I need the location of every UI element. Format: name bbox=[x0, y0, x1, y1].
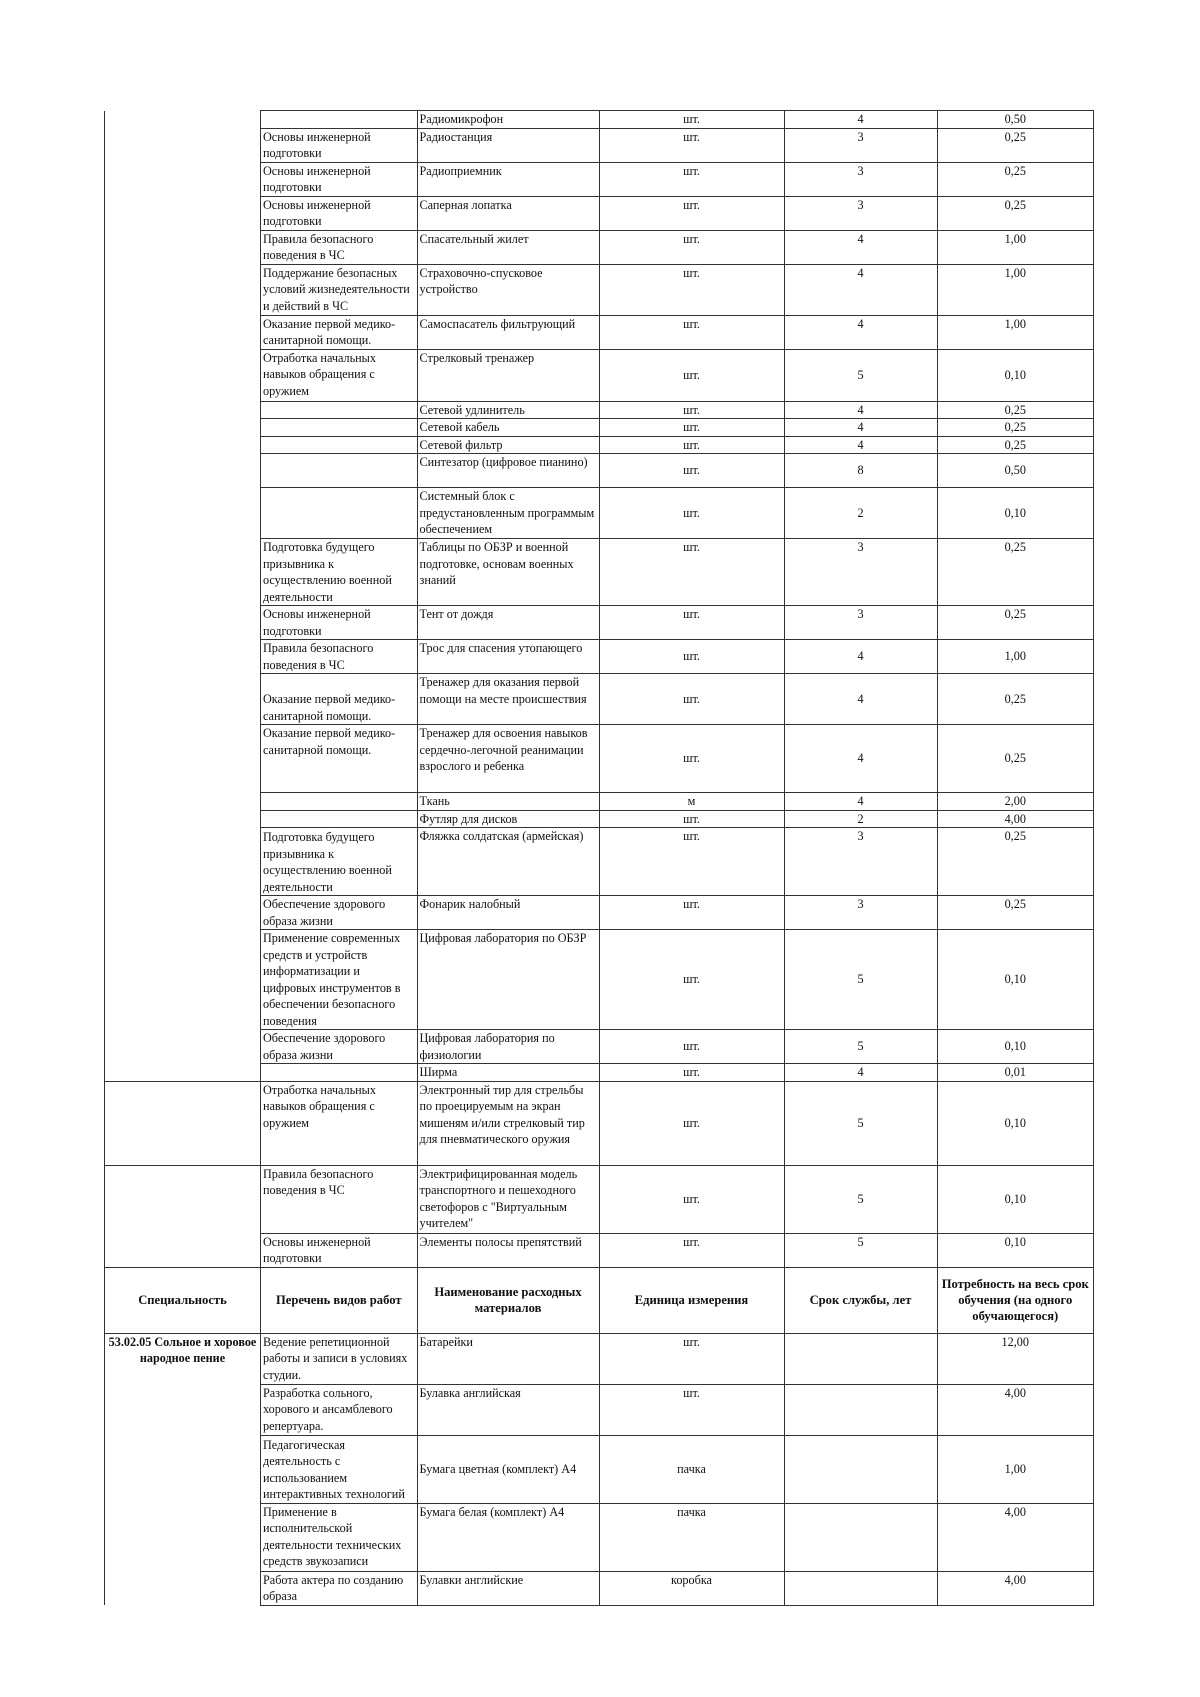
item-cell: Булавки английские bbox=[417, 1571, 599, 1605]
item-cell: Сетевой фильтр bbox=[417, 436, 599, 454]
specialty-cell bbox=[105, 264, 261, 315]
table-row bbox=[105, 128, 1094, 162]
service-life-cell bbox=[784, 1384, 937, 1435]
unit-cell: шт. bbox=[599, 1081, 784, 1165]
table-row bbox=[105, 1064, 1094, 1082]
work-cell bbox=[261, 454, 418, 488]
need-cell: 0,25 bbox=[937, 196, 1094, 230]
header-specialty: Специальность bbox=[105, 1267, 261, 1333]
unit-cell: шт. bbox=[599, 1233, 784, 1267]
item-cell: Стрелковый тренажер bbox=[417, 349, 599, 401]
unit-cell: шт. bbox=[599, 230, 784, 264]
specialty-cell: 53.02.05 Сольное и хоровое народное пение bbox=[105, 1333, 261, 1384]
specialty-cell bbox=[105, 1064, 261, 1082]
specialty-cell bbox=[105, 828, 261, 896]
need-cell: 0,10 bbox=[937, 1081, 1094, 1165]
unit-cell: шт. bbox=[599, 454, 784, 488]
need-cell: 0,25 bbox=[937, 828, 1094, 896]
item-cell: Элементы полосы препятствий bbox=[417, 1233, 599, 1267]
unit-cell: шт. bbox=[599, 264, 784, 315]
item-cell: Спасательный жилет bbox=[417, 230, 599, 264]
work-cell: Отработка начальных навыков обращения с оружием bbox=[261, 349, 418, 401]
specialty-cell bbox=[105, 1435, 261, 1503]
item-cell: Батарейки bbox=[417, 1333, 599, 1384]
service-life-cell: 5 bbox=[784, 930, 937, 1030]
item-cell: Трос для спасения утопающего bbox=[417, 640, 599, 674]
work-cell: Применение в исполнительской деятельности технических средств звукозаписи bbox=[261, 1503, 418, 1571]
unit-cell: шт. bbox=[599, 640, 784, 674]
service-life-cell: 5 bbox=[784, 349, 937, 401]
need-cell: 0,25 bbox=[937, 162, 1094, 196]
work-cell: Основы инженерной подготовки bbox=[261, 128, 418, 162]
work-cell bbox=[261, 401, 418, 419]
need-cell: 1,00 bbox=[937, 640, 1094, 674]
service-life-cell: 5 bbox=[784, 1233, 937, 1267]
service-life-cell bbox=[784, 1503, 937, 1571]
service-life-cell: 8 bbox=[784, 454, 937, 488]
need-cell: 1,00 bbox=[937, 230, 1094, 264]
work-cell: Правила безопасного поведения в ЧС bbox=[261, 230, 418, 264]
unit-cell: коробка bbox=[599, 1571, 784, 1605]
item-cell: Футляр для дисков bbox=[417, 810, 599, 828]
service-life-cell: 4 bbox=[784, 315, 937, 349]
item-cell: Фонарик налобный bbox=[417, 896, 599, 930]
table-row bbox=[105, 436, 1094, 454]
need-cell: 1,00 bbox=[937, 1435, 1094, 1503]
table-row bbox=[105, 640, 1094, 674]
item-cell: Бумага белая (комплект) А4 bbox=[417, 1503, 599, 1571]
specialty-cell bbox=[105, 315, 261, 349]
unit-cell: шт. bbox=[599, 436, 784, 454]
specialty-cell bbox=[105, 1030, 261, 1064]
work-cell bbox=[261, 1064, 418, 1082]
item-cell: Тент от дождя bbox=[417, 606, 599, 640]
work-cell bbox=[261, 111, 418, 129]
specialty-cell bbox=[105, 1571, 261, 1605]
item-cell: Цифровая лаборатория по физиологии bbox=[417, 1030, 599, 1064]
item-cell: Фляжка солдатская (армейская) bbox=[417, 828, 599, 896]
work-cell bbox=[261, 419, 418, 437]
unit-cell: шт. bbox=[599, 315, 784, 349]
specialty-cell bbox=[105, 1233, 261, 1267]
item-cell: Таблицы по ОБЗР и военной подготовке, основам военных знаний bbox=[417, 539, 599, 606]
service-life-cell: 3 bbox=[784, 196, 937, 230]
work-cell: Поддержание безопасных условий жизнедеятельности и действий в ЧС bbox=[261, 264, 418, 315]
work-cell: Обеспечение здорового образа жизни bbox=[261, 1030, 418, 1064]
work-cell: Обеспечение здорового образа жизни bbox=[261, 896, 418, 930]
need-cell: 0,10 bbox=[937, 1030, 1094, 1064]
unit-cell: шт. bbox=[599, 488, 784, 539]
specialty-cell bbox=[105, 539, 261, 606]
service-life-cell: 3 bbox=[784, 539, 937, 606]
unit-cell: м bbox=[599, 793, 784, 811]
specialty-cell bbox=[105, 1081, 261, 1165]
item-cell: Саперная лопатка bbox=[417, 196, 599, 230]
specialty-cell bbox=[105, 810, 261, 828]
table-row bbox=[105, 230, 1094, 264]
header-unit: Единица измерения bbox=[599, 1267, 784, 1333]
item-cell: Синтезатор (цифровое пианино) bbox=[417, 454, 599, 488]
item-cell: Бумага цветная (комплект) А4 bbox=[417, 1435, 599, 1503]
table-header-row bbox=[105, 1267, 1094, 1333]
table-row bbox=[105, 1435, 1094, 1503]
table-row bbox=[105, 1233, 1094, 1267]
work-cell: Оказание первой медико-санитарной помощи. bbox=[261, 674, 418, 725]
header-service-life: Срок службы, лет bbox=[784, 1267, 937, 1333]
table-row bbox=[105, 264, 1094, 315]
unit-cell: шт. bbox=[599, 349, 784, 401]
service-life-cell bbox=[784, 1435, 937, 1503]
need-cell: 1,00 bbox=[937, 315, 1094, 349]
work-cell: Правила безопасного поведения в ЧС bbox=[261, 640, 418, 674]
table-row bbox=[105, 1384, 1094, 1435]
work-cell: Основы инженерной подготовки bbox=[261, 1233, 418, 1267]
work-cell: Подготовка будущего призывника к осуществлению военной деятельности bbox=[261, 828, 418, 896]
unit-cell: шт. bbox=[599, 1333, 784, 1384]
unit-cell: шт. bbox=[599, 196, 784, 230]
need-cell: 0,25 bbox=[937, 674, 1094, 725]
header-works: Перечень видов работ bbox=[261, 1267, 418, 1333]
item-cell: Тренажер для освоения навыков сердечно-легочной реанимации взрослого и ребенка bbox=[417, 725, 599, 793]
service-life-cell: 5 bbox=[784, 1165, 937, 1233]
need-cell: 0,25 bbox=[937, 419, 1094, 437]
service-life-cell: 5 bbox=[784, 1030, 937, 1064]
work-cell: Педагогическая деятельность с использованием интерактивных технологий bbox=[261, 1435, 418, 1503]
need-cell: 0,25 bbox=[937, 401, 1094, 419]
table-row bbox=[105, 674, 1094, 725]
specialty-cell bbox=[105, 930, 261, 1030]
work-cell bbox=[261, 810, 418, 828]
item-cell: Радиоприемник bbox=[417, 162, 599, 196]
service-life-cell: 2 bbox=[784, 810, 937, 828]
service-life-cell: 3 bbox=[784, 828, 937, 896]
unit-cell: шт. bbox=[599, 1384, 784, 1435]
header-materials: Наименование расходных материалов bbox=[417, 1267, 599, 1333]
table-row bbox=[105, 828, 1094, 896]
specialty-cell bbox=[105, 454, 261, 488]
work-cell: Основы инженерной подготовки bbox=[261, 606, 418, 640]
header-need: Потребность на весь срок обучения (на одного обучающегося) bbox=[937, 1267, 1094, 1333]
consumables-table bbox=[104, 110, 1094, 1606]
service-life-cell: 3 bbox=[784, 162, 937, 196]
work-cell: Отработка начальных навыков обращения с оружием bbox=[261, 1081, 418, 1165]
need-cell: 0,25 bbox=[937, 436, 1094, 454]
work-cell: Оказание первой медико-санитарной помощи. bbox=[261, 725, 418, 793]
work-cell bbox=[261, 436, 418, 454]
need-cell: 0,25 bbox=[937, 606, 1094, 640]
service-life-cell: 3 bbox=[784, 128, 937, 162]
table-row bbox=[105, 419, 1094, 437]
need-cell: 0,25 bbox=[937, 128, 1094, 162]
specialty-cell bbox=[105, 793, 261, 811]
item-cell: Самоспасатель фильтрующий bbox=[417, 315, 599, 349]
unit-cell: шт. bbox=[599, 539, 784, 606]
specialty-cell bbox=[105, 896, 261, 930]
specialty-cell bbox=[105, 725, 261, 793]
work-cell: Оказание первой медико-санитарной помощи. bbox=[261, 315, 418, 349]
need-cell: 0,50 bbox=[937, 111, 1094, 129]
service-life-cell: 4 bbox=[784, 111, 937, 129]
work-cell: Ведение репетиционной работы и записи в условиях студии. bbox=[261, 1333, 418, 1384]
service-life-cell: 4 bbox=[784, 230, 937, 264]
table-row bbox=[105, 401, 1094, 419]
service-life-cell: 4 bbox=[784, 793, 937, 811]
specialty-cell bbox=[105, 1165, 261, 1233]
need-cell: 0,10 bbox=[937, 1233, 1094, 1267]
specialty-cell bbox=[105, 674, 261, 725]
work-cell: Работа актера по созданию образа bbox=[261, 1571, 418, 1605]
unit-cell: шт. bbox=[599, 1165, 784, 1233]
item-cell: Цифровая лаборатория по ОБЗР bbox=[417, 930, 599, 1030]
table-row bbox=[105, 454, 1094, 488]
table-row bbox=[105, 793, 1094, 811]
need-cell: 0,10 bbox=[937, 1165, 1094, 1233]
item-cell: Сетевой удлинитель bbox=[417, 401, 599, 419]
item-cell: Ткань bbox=[417, 793, 599, 811]
service-life-cell: 2 bbox=[784, 488, 937, 539]
table-row bbox=[105, 606, 1094, 640]
item-cell: Страховочно-спусковое устройство bbox=[417, 264, 599, 315]
item-cell: Электрифицированная модель транспортного и пешеходного светофоров с "Виртуальным учителем" bbox=[417, 1165, 599, 1233]
unit-cell: шт. bbox=[599, 401, 784, 419]
work-cell bbox=[261, 488, 418, 539]
unit-cell: пачка bbox=[599, 1503, 784, 1571]
specialty-cell bbox=[105, 162, 261, 196]
specialty-cell bbox=[105, 640, 261, 674]
need-cell: 1,00 bbox=[937, 264, 1094, 315]
service-life-cell: 3 bbox=[784, 606, 937, 640]
service-life-cell: 4 bbox=[784, 725, 937, 793]
table-row bbox=[105, 1571, 1094, 1605]
work-cell: Правила безопасного поведения в ЧС bbox=[261, 1165, 418, 1233]
table-row bbox=[105, 1081, 1094, 1165]
item-cell: Радиомикрофон bbox=[417, 111, 599, 129]
table-row bbox=[105, 488, 1094, 539]
work-cell: Основы инженерной подготовки bbox=[261, 162, 418, 196]
item-cell: Сетевой кабель bbox=[417, 419, 599, 437]
specialty-cell bbox=[105, 196, 261, 230]
need-cell: 0,25 bbox=[937, 896, 1094, 930]
specialty-cell bbox=[105, 401, 261, 419]
unit-cell: шт. bbox=[599, 128, 784, 162]
work-cell: Подготовка будущего призывника к осуществлению военной деятельности bbox=[261, 539, 418, 606]
specialty-cell bbox=[105, 128, 261, 162]
need-cell: 0,10 bbox=[937, 488, 1094, 539]
need-cell: 2,00 bbox=[937, 793, 1094, 811]
unit-cell: шт. bbox=[599, 419, 784, 437]
item-cell: Электронный тир для стрельбы по проецируемым на экран мишеням и/или стрелковый тир для пневматического оружия bbox=[417, 1081, 599, 1165]
work-cell: Основы инженерной подготовки bbox=[261, 196, 418, 230]
table-row bbox=[105, 162, 1094, 196]
specialty-cell bbox=[105, 419, 261, 437]
item-cell: Тренажер для оказания первой помощи на месте происшествия bbox=[417, 674, 599, 725]
unit-cell: шт. bbox=[599, 828, 784, 896]
item-cell: Ширма bbox=[417, 1064, 599, 1082]
work-cell: Применение современных средств и устройств информатизации и цифровых инструментов в обеспечении безопасного поведения bbox=[261, 930, 418, 1030]
work-cell: Разработка сольного, хорового и ансамблевого репертуара. bbox=[261, 1384, 418, 1435]
need-cell: 4,00 bbox=[937, 1571, 1094, 1605]
service-life-cell: 4 bbox=[784, 1064, 937, 1082]
need-cell: 4,00 bbox=[937, 1503, 1094, 1571]
need-cell: 4,00 bbox=[937, 1384, 1094, 1435]
unit-cell: шт. bbox=[599, 930, 784, 1030]
service-life-cell: 4 bbox=[784, 674, 937, 725]
table-row bbox=[105, 725, 1094, 793]
table-row bbox=[105, 315, 1094, 349]
need-cell: 12,00 bbox=[937, 1333, 1094, 1384]
service-life-cell: 4 bbox=[784, 419, 937, 437]
table-row bbox=[105, 1030, 1094, 1064]
unit-cell: шт. bbox=[599, 1064, 784, 1082]
need-cell: 0,25 bbox=[937, 725, 1094, 793]
service-life-cell: 4 bbox=[784, 401, 937, 419]
specialty-cell bbox=[105, 488, 261, 539]
unit-cell: пачка bbox=[599, 1435, 784, 1503]
item-cell: Системный блок с предустановленным программым обеспечением bbox=[417, 488, 599, 539]
specialty-cell bbox=[105, 230, 261, 264]
need-cell: 0,01 bbox=[937, 1064, 1094, 1082]
table-row bbox=[105, 196, 1094, 230]
service-life-cell: 4 bbox=[784, 264, 937, 315]
unit-cell: шт. bbox=[599, 606, 784, 640]
specialty-cell bbox=[105, 1384, 261, 1435]
unit-cell: шт. bbox=[599, 725, 784, 793]
specialty-cell bbox=[105, 349, 261, 401]
specialty-cell bbox=[105, 436, 261, 454]
unit-cell: шт. bbox=[599, 1030, 784, 1064]
need-cell: 0,10 bbox=[937, 349, 1094, 401]
service-life-cell: 5 bbox=[784, 1081, 937, 1165]
need-cell: 0,50 bbox=[937, 454, 1094, 488]
table-row bbox=[105, 111, 1094, 129]
specialty-cell bbox=[105, 111, 261, 129]
service-life-cell: 3 bbox=[784, 896, 937, 930]
work-cell bbox=[261, 793, 418, 811]
unit-cell: шт. bbox=[599, 111, 784, 129]
table-row bbox=[105, 930, 1094, 1030]
service-life-cell: 4 bbox=[784, 436, 937, 454]
need-cell: 0,10 bbox=[937, 930, 1094, 1030]
table-row bbox=[105, 896, 1094, 930]
table-row bbox=[105, 1165, 1094, 1233]
unit-cell: шт. bbox=[599, 674, 784, 725]
table-row bbox=[105, 1503, 1094, 1571]
service-life-cell bbox=[784, 1571, 937, 1605]
need-cell: 4,00 bbox=[937, 810, 1094, 828]
table-row bbox=[105, 349, 1094, 401]
unit-cell: шт. bbox=[599, 162, 784, 196]
table-row bbox=[105, 539, 1094, 606]
specialty-cell bbox=[105, 606, 261, 640]
unit-cell: шт. bbox=[599, 896, 784, 930]
service-life-cell: 4 bbox=[784, 640, 937, 674]
table-row bbox=[105, 1333, 1094, 1384]
specialty-cell bbox=[105, 1503, 261, 1571]
need-cell: 0,25 bbox=[937, 539, 1094, 606]
service-life-cell bbox=[784, 1333, 937, 1384]
item-cell: Радиостанция bbox=[417, 128, 599, 162]
table-row bbox=[105, 810, 1094, 828]
item-cell: Булавка английская bbox=[417, 1384, 599, 1435]
unit-cell: шт. bbox=[599, 810, 784, 828]
